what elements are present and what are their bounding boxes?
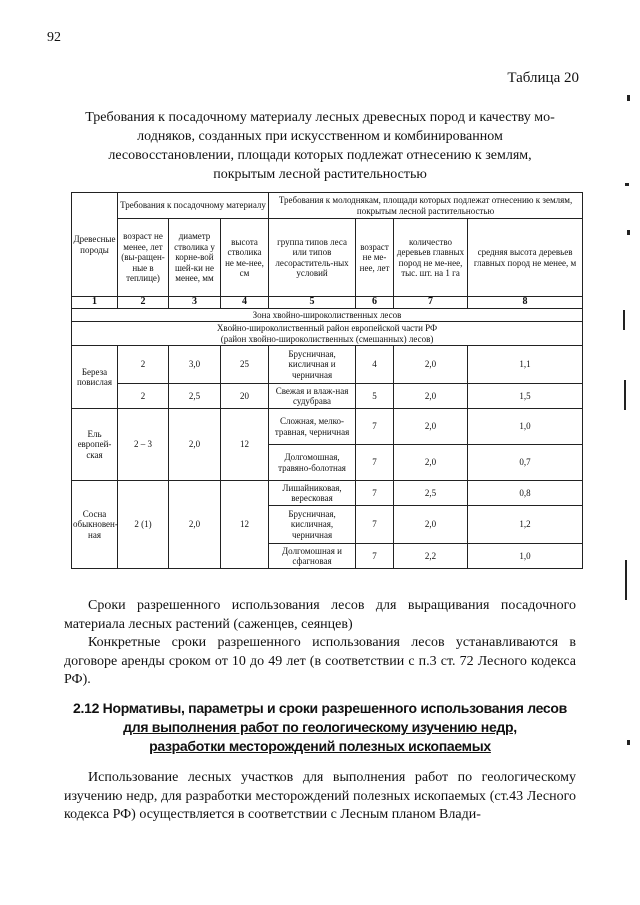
table-title-line: лесовосстановлении, площади которых подлежат отнесению к землям, <box>108 148 532 163</box>
cell-stand-age: 7 <box>356 445 394 481</box>
cell-forest-type: Долгомошная, травяно-болотная <box>269 445 356 481</box>
col-number: 2 <box>118 297 169 309</box>
cell-forest-type: Сложная, мелко-травная, черничная <box>269 409 356 445</box>
cell-diameter: 2,0 <box>169 481 221 569</box>
requirements-table <box>71 192 583 569</box>
cell-height: 12 <box>221 409 269 481</box>
cell-height: 12 <box>221 481 269 569</box>
region-row <box>72 322 583 346</box>
cell-avg-height: 0,8 <box>468 481 583 506</box>
zone-row: Зона хвойно-широколиственных лесов <box>72 309 583 322</box>
col-number: 1 <box>72 297 118 309</box>
col-number: 5 <box>269 297 356 309</box>
header-species: Древесные породы <box>72 193 118 297</box>
cell-avg-height: 1,0 <box>468 409 583 445</box>
col-number: 3 <box>169 297 221 309</box>
cell-avg-height: 0,7 <box>468 445 583 481</box>
page-number: 92 <box>47 30 61 45</box>
cell-tree-count: 2,0 <box>394 409 468 445</box>
header-height: высота стволика не ме-нее, см <box>221 219 269 297</box>
cell-forest-type: Брусничная, кисличная, черничная <box>269 506 356 544</box>
section-heading <box>64 699 576 756</box>
cell-stand-age: 5 <box>356 384 394 409</box>
table-title-line: лодняков, созданных при искусственном и комбинированном <box>137 129 503 144</box>
cell-forest-type: Брусничная, кисличная и черничная <box>269 346 356 384</box>
cell-forest-type: Долгомошная и сфагновая <box>269 544 356 569</box>
cell-tree-count: 2,2 <box>394 544 468 569</box>
cell-diameter: 2,5 <box>169 384 221 409</box>
cell-tree-count: 2,0 <box>394 445 468 481</box>
cell-diameter: 2,0 <box>169 409 221 481</box>
header-avg-height: средняя высота деревьев главных пород не менее, м <box>468 219 583 297</box>
species-cell: Береза повислая <box>72 346 118 409</box>
cell-age: 2 <box>118 346 169 384</box>
col-number: 4 <box>221 297 269 309</box>
cell-stand-age: 7 <box>356 506 394 544</box>
region-line: (район хвойно-широколиственных (смешанных) лесов) <box>220 333 434 344</box>
table-row <box>72 346 583 384</box>
cell-age: 2 – 3 <box>118 409 169 481</box>
header-stand-age: возраст не ме-нее, лет <box>356 219 394 297</box>
cell-diameter: 3,0 <box>169 346 221 384</box>
cell-avg-height: 1,5 <box>468 384 583 409</box>
cell-stand-age: 7 <box>356 409 394 445</box>
region-line: Хвойно-широколиственный район европейской части РФ <box>216 323 438 333</box>
header-tree-count: количество деревьев главных пород не ме-нее, тыс. шт. на 1 га <box>394 219 468 297</box>
cell-age: 2 <box>118 384 169 409</box>
table-row <box>72 409 583 445</box>
header-age: возраст не менее, лет (вы-ращен-ные в теплице) <box>118 219 169 297</box>
scan-mark <box>624 380 626 410</box>
cell-height: 25 <box>221 346 269 384</box>
table-label: Таблица 20 <box>507 70 579 86</box>
paragraph-geology-use: Использование лесных участков для выполнения работ по геологическому изучению недр, для разработки месторождений полезных ископаемых (ст.43 Лесного кодекса РФ) осуществляется в соответствии с Лесным планом Влади- <box>64 770 576 822</box>
scan-mark <box>627 230 630 235</box>
cell-tree-count: 2,0 <box>394 506 468 544</box>
scan-mark <box>627 740 630 745</box>
section-heading-line: для выполнения работ по геологическому изучению недр, <box>123 719 517 735</box>
cell-tree-count: 2,0 <box>394 346 468 384</box>
cell-avg-height: 1,2 <box>468 506 583 544</box>
scan-mark <box>625 560 627 600</box>
section-heading-line: разработки месторождений полезных ископаемых <box>149 738 491 754</box>
table-title <box>55 108 585 184</box>
paragraph-lease-terms: Конкретные сроки разрешенного использования лесов устанавливаются в договоре аренды сроком от 10 до 49 лет (в соответствии с п.3 ст. 72 Лесного кодекса РФ). <box>64 635 576 687</box>
cell-avg-height: 1,0 <box>468 544 583 569</box>
cell-tree-count: 2,5 <box>394 481 468 506</box>
header-forest-type: группа типов леса или типов лесораститель-ных условий <box>269 219 356 297</box>
col-number: 7 <box>394 297 468 309</box>
scan-mark <box>625 183 629 186</box>
table-title-line: покрытым лесной растительностью <box>213 167 427 182</box>
header-young-stands: Требования к молоднякам, площади которых подлежат отнесению к землям, покрытым лесной растительностью <box>269 193 583 219</box>
table-title-line: Требования к посадочному материалу лесных древесных пород и качеству мо- <box>85 110 555 125</box>
cell-tree-count: 2,0 <box>394 384 468 409</box>
cell-forest-type: Лишайниковая, вересковая <box>269 481 356 506</box>
cell-forest-type: Свежая и влаж-ная судубрава <box>269 384 356 409</box>
table-row <box>72 481 583 506</box>
species-cell: Ель европей-ская <box>72 409 118 481</box>
scan-mark <box>623 310 625 330</box>
table-row <box>72 384 583 409</box>
cell-age: 2 (1) <box>118 481 169 569</box>
cell-stand-age: 4 <box>356 346 394 384</box>
col-number: 8 <box>468 297 583 309</box>
cell-avg-height: 1,1 <box>468 346 583 384</box>
scan-mark <box>627 95 630 101</box>
col-number: 6 <box>356 297 394 309</box>
cell-height: 20 <box>221 384 269 409</box>
header-diameter: диаметр стволика у корне-вой шей-ки не менее, мм <box>169 219 221 297</box>
section-heading-line: 2.12 Нормативы, параметры и сроки разрешенного использования лесов <box>73 700 567 716</box>
cell-stand-age: 7 <box>356 481 394 506</box>
cell-stand-age: 7 <box>356 544 394 569</box>
species-cell: Сосна обыкновен-ная <box>72 481 118 569</box>
paragraph-usage-terms: Сроки разрешенного использования лесов для выращивания посадочного материала лесных растений (саженцев, сеянцев) <box>64 598 576 632</box>
header-planting-material: Требования к посадочному материалу <box>118 193 269 219</box>
